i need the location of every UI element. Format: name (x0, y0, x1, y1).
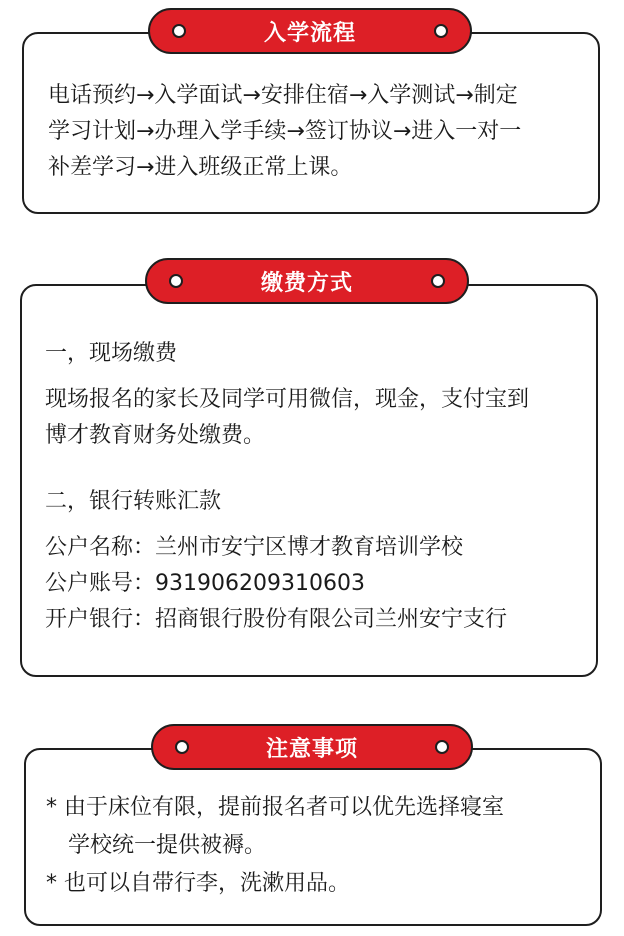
account-number: 公户账号：931906209310603 (45, 571, 365, 596)
notes-title: 注意事项 (265, 736, 358, 762)
dot-icon (169, 274, 183, 288)
notes-line-1: * 由于床位有限，提前报名者可以优先选择寝室 (46, 795, 504, 820)
enrollment-line-2: 学习计划→办理入学手续→签订协议→进入一对一 (48, 119, 522, 144)
onsite-heading: 一，现场缴费 (45, 341, 178, 366)
dot-icon (172, 24, 186, 38)
enrollment-title: 入学流程 (263, 20, 356, 46)
enrollment-header (148, 8, 472, 54)
payment-header (145, 258, 469, 304)
bank-heading: 二，银行转账汇款 (45, 489, 222, 514)
dot-icon (175, 740, 189, 754)
onsite-line-1: 现场报名的家长及同学可用微信，现金，支付宝到 (45, 387, 530, 412)
account-name: 公户名称：兰州市安宁区博才教育培训学校 (45, 535, 464, 560)
notes-header (151, 724, 473, 770)
dot-icon (431, 274, 445, 288)
notes-line-3: * 也可以自带行李，洗漱用品。 (46, 871, 350, 896)
payment-title: 缴费方式 (260, 270, 353, 296)
dot-icon (435, 740, 449, 754)
notes-line-2: 学校统一提供被褥。 (68, 833, 267, 858)
bank-name: 开户银行：招商银行股份有限公司兰州安宁支行 (45, 607, 508, 632)
onsite-line-2: 博才教育财务处缴费。 (45, 423, 266, 448)
enrollment-line-3: 补差学习→进入班级正常上课。 (48, 155, 353, 180)
enrollment-line-1: 电话预约→入学面试→安排住宿→入学测试→制定 (48, 83, 518, 108)
dot-icon (434, 24, 448, 38)
